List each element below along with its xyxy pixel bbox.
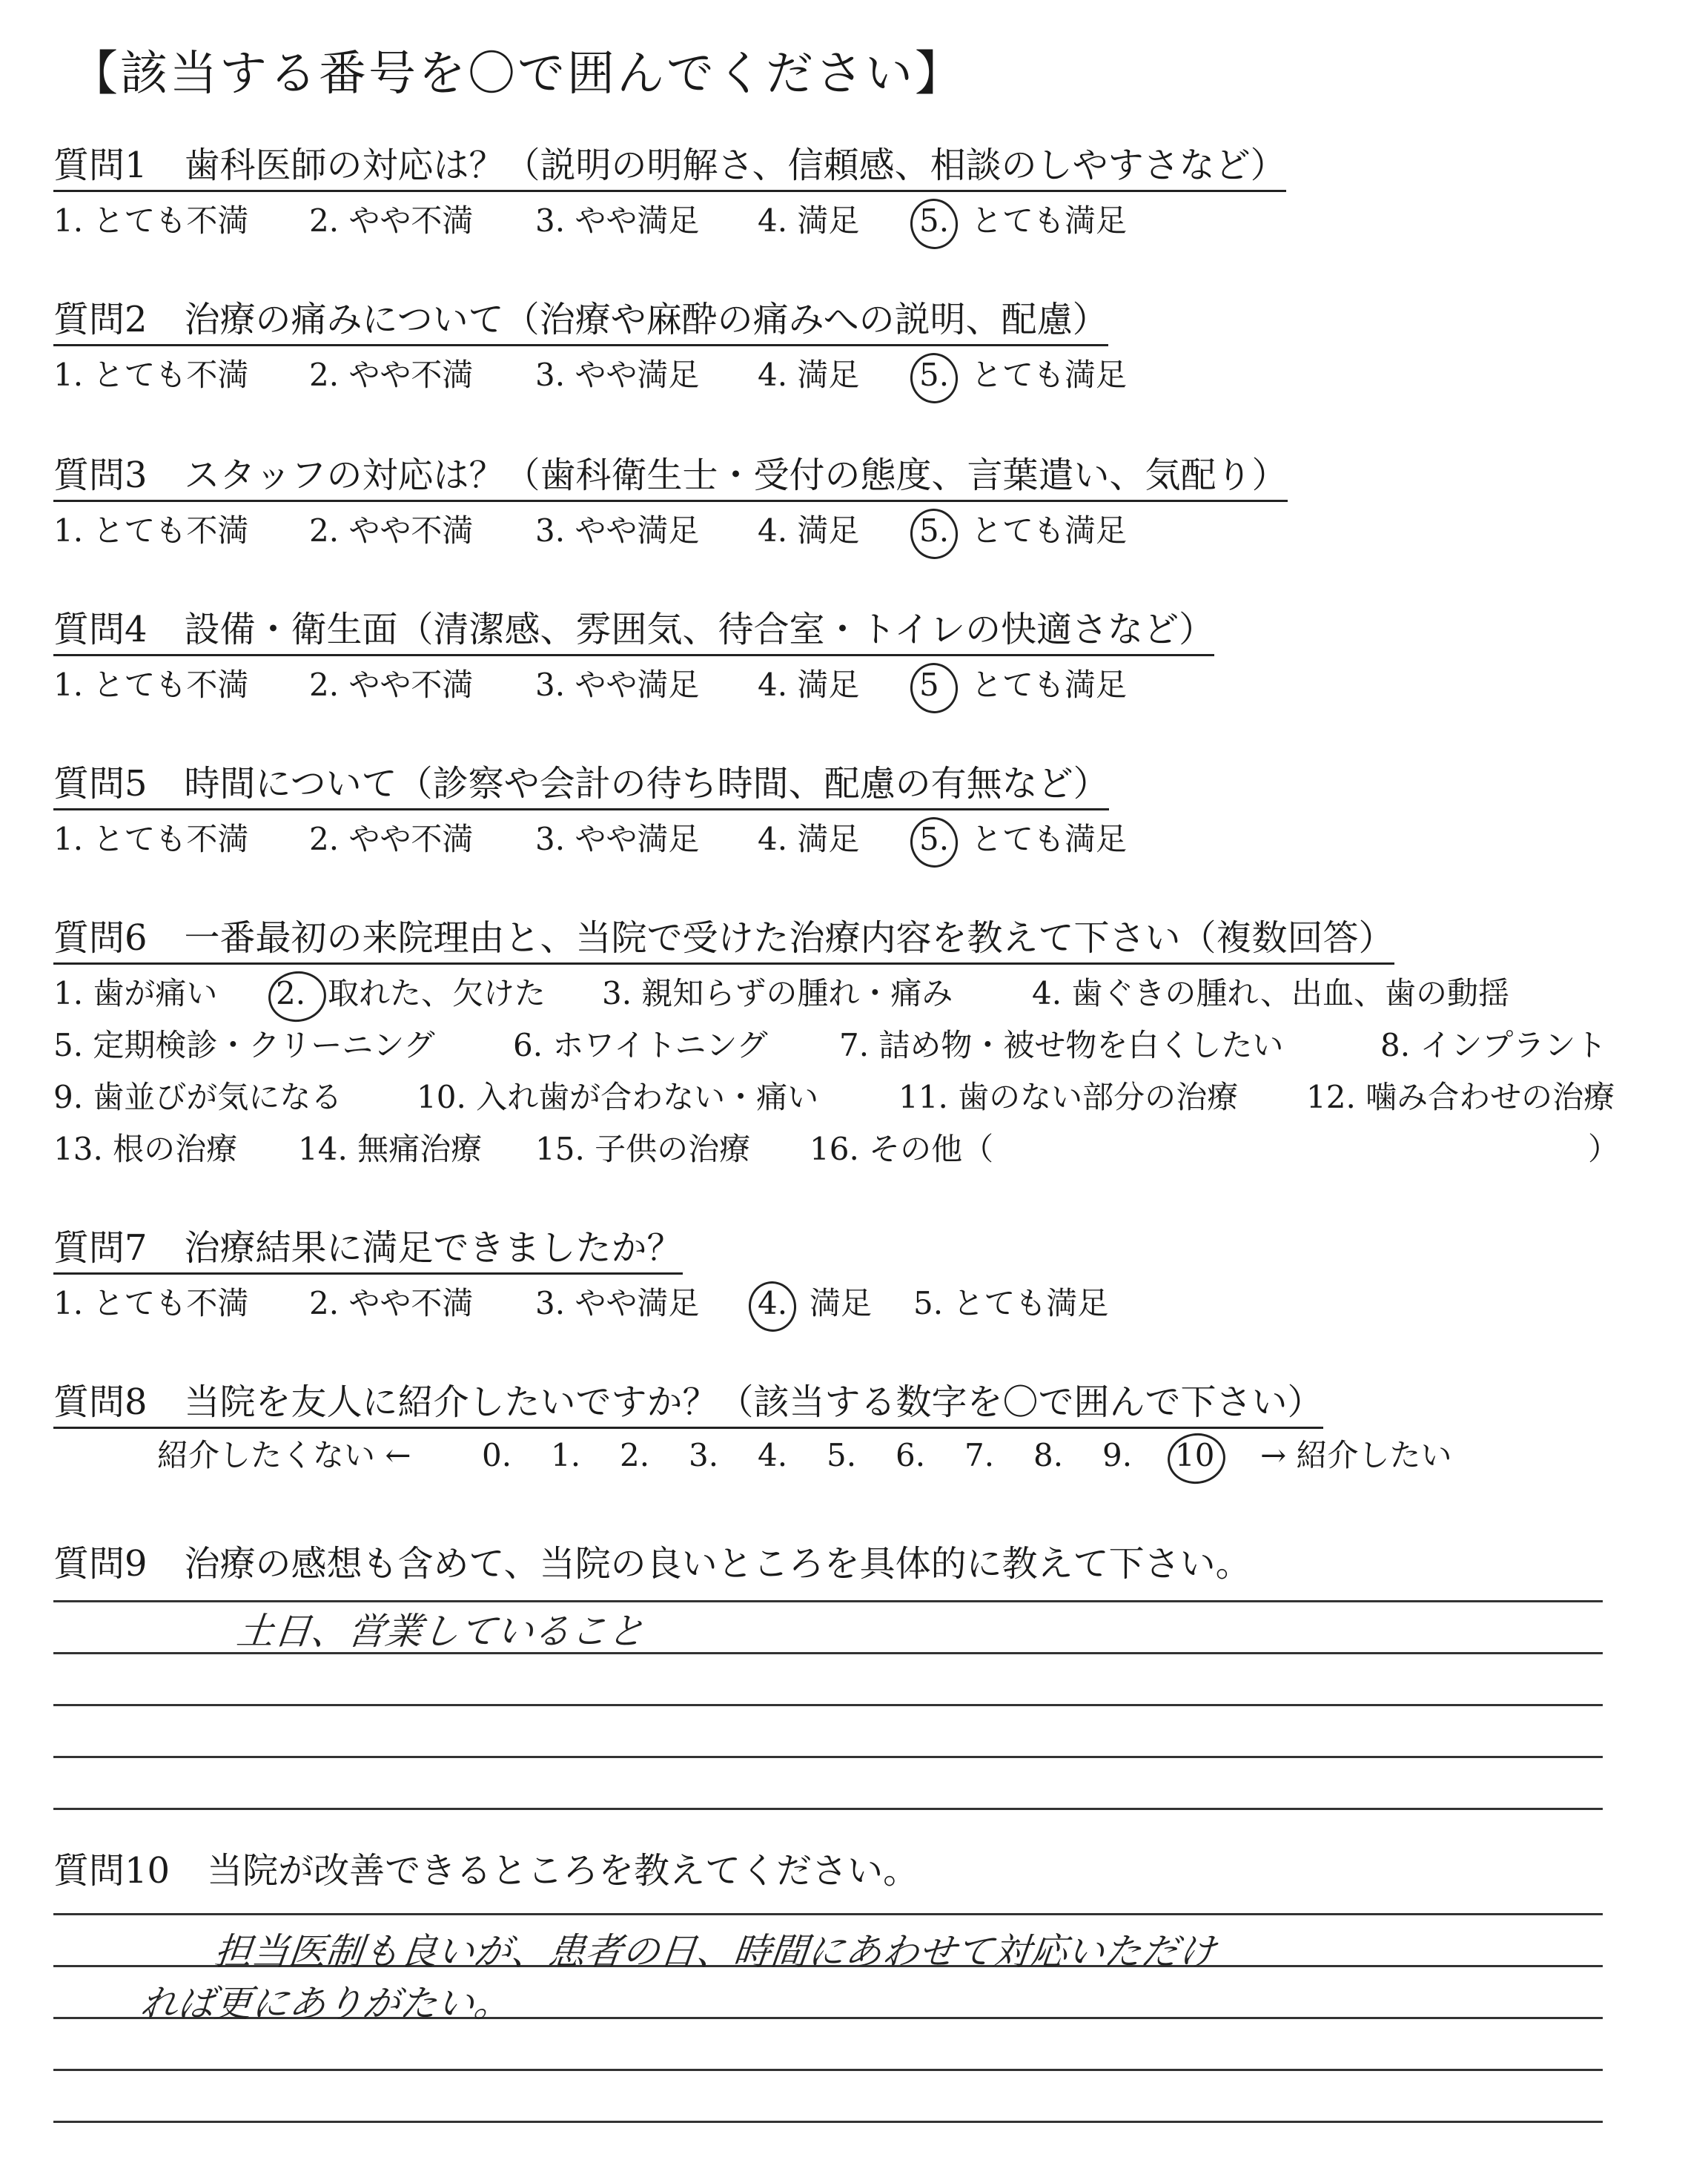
q2-option-4[interactable]: 4. 満足 [758,357,860,393]
q1-option-4[interactable]: 4. 満足 [758,202,860,239]
question-6-label: 質問6 [53,917,148,959]
q6-option-2-label[interactable]: 取れた、欠けた [328,975,546,1011]
q7-option-1[interactable]: 1. とても不満 [53,1285,249,1321]
q4-option-4[interactable]: 4. 満足 [758,667,860,703]
q4-option-5-label[interactable]: とても満足 [971,667,1128,703]
q8-scale-1[interactable]: 1. [551,1437,581,1473]
q2-option-5-label[interactable]: とても満足 [971,357,1128,393]
question-5-heading [53,761,1109,810]
q10-answer-line [53,1913,1603,1915]
q1-option-5-label[interactable]: とても満足 [971,202,1128,239]
question-1-label: 質問1 [53,145,148,186]
q2-option-2[interactable]: 2. やや不満 [309,357,474,393]
page-title: 【該当する番号を〇で囲んでください】 [70,47,964,102]
q4-option-3[interactable]: 3. やや満足 [535,667,700,703]
question-7-options [53,1283,1109,1324]
question-5-text: 時間について（診察や会計の待ち時間、配慮の有無など） [184,763,1109,805]
q9-handwritten-answer[interactable]: 土日、営業していること [234,1610,647,1653]
q9-answer-line [53,1704,1603,1706]
q5-option-2[interactable]: 2. やや不満 [309,821,474,857]
question-5-options [53,819,1128,860]
q8-scale-8[interactable]: 8. [1033,1437,1064,1473]
question-6-row-1 [53,973,1509,1014]
q1-option-3[interactable]: 3. やや満足 [535,202,700,239]
q9-answer-line [53,1808,1603,1810]
q5-option-4[interactable]: 4. 満足 [758,821,860,857]
question-9-heading [53,1541,1251,1588]
q7-option-2[interactable]: 2. やや不満 [309,1285,474,1321]
q8-scale-0[interactable]: 0. [482,1437,512,1473]
question-8-text: 当院を友人に紹介したいですか？（該当する数字を〇で囲んで下さい） [184,1381,1323,1423]
q8-scale-6[interactable]: 6. [896,1437,926,1473]
question-7-heading [53,1225,683,1275]
q6-option-7[interactable]: 7. 詰め物・被せ物を白くしたい [839,1027,1284,1063]
q6-option-15[interactable]: 15. 子供の治療 [535,1131,751,1167]
q3-option-1[interactable]: 1. とても不満 [53,512,249,549]
question-1-options [53,200,1128,242]
q6-option-4[interactable]: 4. 歯ぐきの腫れ、出血、歯の動揺 [1032,975,1509,1011]
q7-option-3[interactable]: 3. やや満足 [535,1285,700,1321]
q1-option-5-circled[interactable]: 5. [919,200,949,242]
q2-option-1[interactable]: 1. とても不満 [53,357,249,393]
q3-option-2[interactable]: 2. やや不満 [309,512,474,549]
q8-scale-9[interactable]: 9. [1102,1437,1133,1473]
q8-scale-5[interactable]: 5. [827,1437,857,1473]
q8-scale-7[interactable]: 7. [964,1437,995,1473]
question-3-heading [53,452,1288,502]
q9-answer-line [53,1756,1603,1758]
question-6-text: 一番最初の来院理由と、当院で受けた治療内容を教えて下さい（複数回答） [184,917,1394,959]
question-2-options [53,354,1128,396]
question-8-label: 質問8 [53,1381,148,1423]
q4-option-5-circled[interactable]: 5 [919,664,939,706]
q8-scale-2[interactable]: 2. [620,1437,650,1473]
question-4-label: 質問4 [53,609,148,650]
q8-scale-10-circled[interactable]: 10 [1175,1435,1214,1476]
q7-option-5[interactable]: 5. とても満足 [913,1285,1109,1321]
q6-option-12[interactable]: 12. 噛み合わせの治療 [1306,1079,1615,1115]
question-7-label: 質問7 [53,1227,148,1269]
q4-option-2[interactable]: 2. やや不満 [309,667,474,703]
question-3-options [53,510,1128,552]
q6-option-13[interactable]: 13. 根の治療 [53,1131,238,1167]
q5-option-5-circled[interactable]: 5. [919,819,949,860]
q6-option-10[interactable]: 10. 入れ歯が合わない・痛い [417,1079,819,1115]
question-1-heading [53,142,1286,192]
q7-option-4-label[interactable]: 満足 [810,1285,873,1321]
q10-answer-line [53,2121,1603,2123]
q3-option-5-circled[interactable]: 5. [919,510,949,552]
q8-scale-right-label: → 紹介したい [1260,1437,1452,1473]
question-7-text: 治療結果に満足できましたか？ [184,1227,683,1269]
q5-option-3[interactable]: 3. やや満足 [535,821,700,857]
question-2-label: 質問2 [53,299,148,340]
q4-option-1[interactable]: 1. とても不満 [53,667,249,703]
q6-option-16-close-paren: ） [1588,1131,1620,1167]
question-3-text: スタッフの対応は？（歯科衛生士・受付の態度、言葉遣い、気配り） [184,455,1288,496]
q10-answer-line [53,2069,1603,2071]
question-3-label: 質問3 [53,455,148,496]
q5-option-5-label[interactable]: とても満足 [971,821,1128,857]
question-4-text: 設備・衛生面（清潔感、雰囲気、待合室・トイレの快適さなど） [184,609,1215,650]
question-6-heading [53,915,1394,965]
q6-option-3[interactable]: 3. 親知らずの腫れ・痛み [602,975,953,1011]
q6-option-9[interactable]: 9. 歯並びが気になる [53,1079,342,1115]
question-4-heading [53,607,1214,656]
q2-option-5-circled[interactable]: 5. [919,354,949,396]
q8-scale-left-label: 紹介したくない ← [157,1437,411,1473]
q6-option-11[interactable]: 11. 歯のない部分の治療 [898,1079,1239,1115]
q6-option-1[interactable]: 1. 歯が痛い [53,975,218,1011]
q8-scale-3[interactable]: 3. [689,1437,719,1473]
question-10-label: 質問10 [53,1850,171,1892]
question-9-text: 治療の感想も含めて、当院の良いところを具体的に教えて下さい。 [184,1543,1251,1585]
q6-option-14[interactable]: 14. 無痛治療 [298,1131,483,1167]
q10-handwritten-answer-line-2[interactable]: れば更にありがたい。 [138,1982,514,2025]
q5-option-1[interactable]: 1. とても不満 [53,821,249,857]
question-1-text: 歯科医師の対応は？（説明の明解さ、信頼感、相談のしやすさなど） [184,145,1286,186]
question-8-heading [53,1379,1323,1429]
q1-option-2[interactable]: 2. やや不満 [309,202,474,239]
q1-option-1[interactable]: 1. とても不満 [53,202,249,239]
question-4-options [53,664,1128,706]
q10-handwritten-answer-line-1[interactable]: 担当医制も良いが、患者の日、時間にあわせて対応いただけ [212,1930,1218,1973]
q3-option-5-label[interactable]: とても満足 [971,512,1128,549]
q3-option-4[interactable]: 4. 満足 [758,512,860,549]
q6-option-5[interactable]: 5. 定期検診・クリーニング [53,1027,435,1063]
q8-scale-4[interactable]: 4. [758,1437,788,1473]
q6-option-16[interactable]: 16. その他（ [810,1131,994,1167]
question-9-label: 質問9 [53,1543,148,1585]
question-2-text: 治療の痛みについて（治療や麻酔の痛みへの説明、配慮） [184,299,1108,340]
question-10-text: 当院が改善できるところを教えてください。 [207,1850,919,1892]
q6-option-2-circled[interactable]: 2. [276,973,305,1014]
q6-option-8[interactable]: 8. インプラント [1380,1027,1607,1063]
question-10-heading [53,1848,918,1895]
question-2-heading [53,297,1108,346]
q7-option-4-circled[interactable]: 4. [758,1283,787,1324]
q2-option-3[interactable]: 3. やや満足 [535,357,700,393]
q3-option-3[interactable]: 3. やや満足 [535,512,700,549]
question-5-label: 質問5 [53,763,148,805]
q6-option-6[interactable]: 6. ホワイトニング [513,1027,768,1063]
